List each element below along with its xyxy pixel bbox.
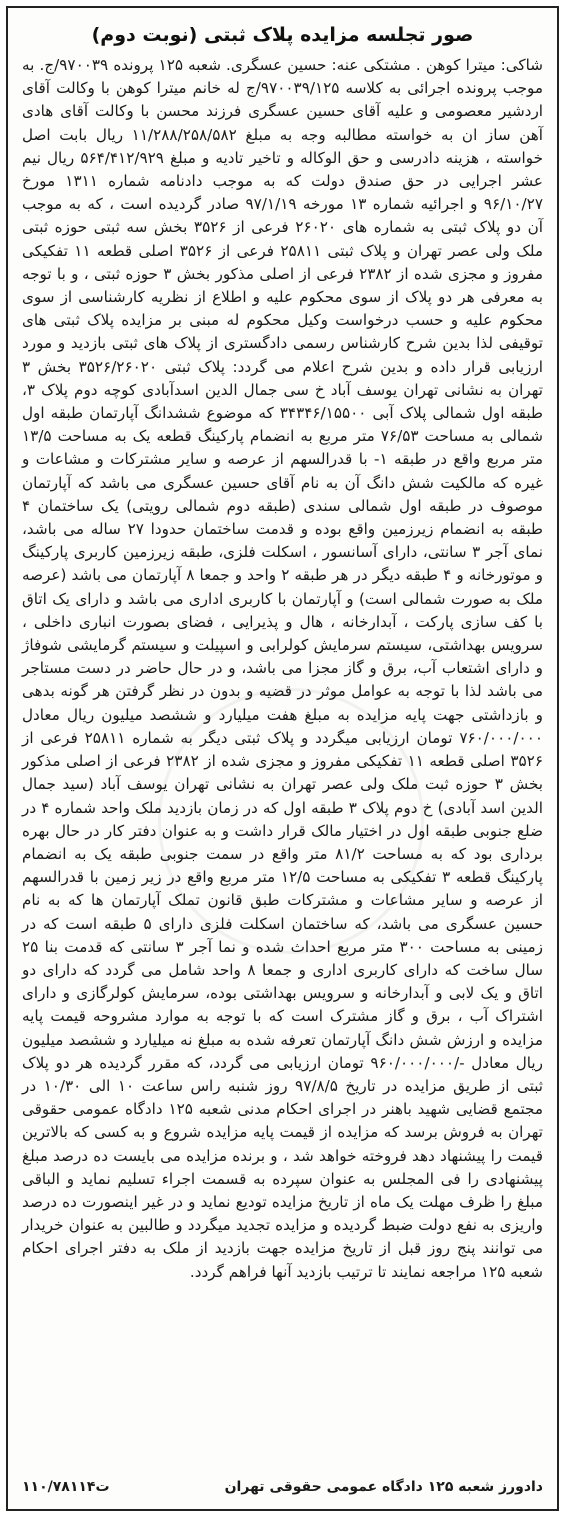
- signature-line: دادورز شعبه ۱۲۵ دادگاه عمومی حقوقی تهران: [224, 1479, 543, 1495]
- notice-page: [6, 6, 559, 1511]
- notice-body-paragraph: شاکی: میترا کوهن . مشتکی عنه: حسین عسگری. شعبه ۱۲۵ پرونده ۹۷۰۰۳۹/ج. به موجب پرونده اجرائی به کلاسه ۹۷۰۰۳۹/۱۲۵/ج له خانم میترا کوهن با وکالت آقای اردشیر معصومی و علیه آقای حسین عسگری فرزند محسن با وکالت آقای هادی آهن ساز ان به خواسته مطالبه وجه به مبلغ ۱۱/۲۸۸/۲۵۸/۵۸۲ ریال بابت اصل خواسته ، هزینه دادرسی و حق الوکاله و تاخیر تادیه و مبلغ ۵۶۴/۴۱۲/۹۲۹ ریال نیم عشر اجرایی در حق صندق دولت که به موجب دادنامه شماره ۱۳۱۱ مورخ ۹۶/۱۰/۲۷ و اجرائیه شماره ۱۳ مورخه ۹۷/۱/۱۹ صادر گردیده است ، که به موجب آن دو پلاک ثبتی به شماره های ۲۶۰۲۰ فرعی از ۳۵۲۶ بخش سه ثبتی حوزه ثبتی ملک ولی عصر تهران و پلاک ثبتی ۲۵۸۱۱ فرعی از ۳۵۲۶ اصلی قطعه ۱۱ تفکیکی مفروز و مجزی شده از ۲۳۸۲ فرعی از اصلی مذکور بخش ۳ حوزه ثبتی ، و با توجه به معرفی هر دو پلاک از سوی محکوم علیه و اطلاع از نظریه کارشناسی از سوی محکوم علیه و حسب درخواست وکیل محکوم له مبنی بر مزایده پلاک ثبتی های توقیفی لذا بدین شرح کارشناس رسمی دادگستری از پلاک های ثبتی بازدید و مورد ارزیابی قرار داده و بدین شرح اعلام می گردد: پلاک ثبتی ۳۵۲۶/۲۶۰۲۰ بخش ۳ تهران به نشانی تهران یوسف آباد خ سی جمال الدین اسدآبادی کوچه دوم پلاک ۳، طبقه اول شمالی پلاک آبی ۳۴۳۴۶/۱۵۵۰۰ که موضوع ششدانگ آپارتمان طبقه اول شمالی به مساحت ۷۶/۵۳ متر مربع به انضمام پارکینگ قطعه یک به مساحت ۱۳/۵ متر مربع واقع در طبقه ۱- با قدرالسهم از عرصه و سایر مشترکات و مشاعات و غیره که مالکیت شش دانگ آن به نام آقای حسین عسگری می باشد که آپارتمان موصوف در طبقه اول شمالی سندی (طبقه دوم شمالی رویتی) یک ساختمان ۴ طبقه به انضمام زیرزمین واقع بوده و قدمت ساختمان حدودا ۲۷ ساله می باشد، نمای آجر ۳ سانتی، دارای آسانسور ، اسکلت فلزی، طبقه زیرزمین کاربری پارکینگ و موتورخانه و ۴ طبقه دیگر در هر طبقه ۲ واحد و جمعا ۸ آپارتمان می باشد (عرصه ملک به صورت شمالی است) و آپارتمان با کاربری اداری می باشد و دارای یک اتاق با کف سازی پارکت ، آبدارخانه ، هال و پذیرایی ، فضای بصورت انباری داخلی ، سرویس بهداشتی، سیستم سرمایش کولرابی و اسپیلت و سیستم گرمایشی شوفاژ و دارای اشتعاب آب، برق و گاز مجزا می باشد، و در حال حاضر در دست مستاجر می باشد لذا با توجه به عوامل موثر در قضیه و بدون در نظر گرفتن هر گونه بدهی و بازداشتی جهت پایه مزایده به مبلغ هفت میلیارد و ششصد میلیون ریال معادل ۷۶۰/۰۰۰/۰۰۰ تومان ارزیابی میگردد و پلاک ثبتی دیگر به شماره ۲۵۸۱۱ فرعی از ۳۵۲۶ اصلی قطعه ۱۱ تفکیکی مفروز و مجزی شده از ۲۳۸۲ فرعی از اصلی مذکور بخش ۳ حوزه ثبت ملک ولی عصر تهران به نشانی تهران یوسف آباد (سید جمال الدین اسد آبادی) خ دوم پلاک ۳ طبقه اول که در زمان بازدید ملک واحد شماره ۴ در ضلع جنوبی طبقه اول در اختیار مالک قرار داشت و به عنوان دفتر کار در حال بهره برداری بود که به مساحت ۸۱/۲ متر واقع در سمت جنوبی طبقه یک به انضمام پارکینگ قطعه ۳ تفکیکی به مساحت ۱۲/۵ متر مربع واقع در زیر زمین با قدرالسهم از عرصه و سایر مشاعات و مشترکات طبق قانون تملک آپارتمان ها که به نام حسین عسگری می باشد، که ساختمان اسکلت فلزی دارای ۵ طبقه است که در زمینی به مساحت ۳۰۰ متر مربع احداث شده و نما آجر ۳ سانتی که قدمت بنا ۲۵ سال ساخت که دارای کاربری اداری و جمعا ۸ واحد شامل می گردد که دارای دو اتاق و یک لابی و آبدارخانه و سرویس بهداشتی بوده، سرمایش کولرگازی و دارای اشتراک آب ، برق و گاز مشترک است که با توجه به موارد مشروحه قیمت پایه مزایده و ارزش شش دانگ آپارتمان تعرفه شده به مبلغ نه میلیارد و ششصد میلیون ریال معادل -/۹۶۰/۰۰۰/۰۰۰ تومان ارزیابی می گردد، که مقرر گردیده هر دو پلاک ثبتی از طریق مزایده در تاریخ ۹۷/۸/۵ روز شنبه راس ساعت ۱۰ الی ۱۰/۳۰ در مجتمع قضایی شهید باهنر در اجرای احکام مدنی شعبه ۱۲۵ دادگاه عمومی حقوقی تهران به فروش برسد که مزایده از قیمت پایه مزایده شروع و به کسی که بالاترین قیمت را پیشنهاد دهد فروخته خواهد شد ، و برنده مزایده می بایست ده درصد مبلغ پیشنهادی را فی المجلس به عنوان سپرده به قسمت اجراء تسلیم نماید و الباقی مبلغ را ظرف مهلت یک ماه از تاریخ مزایده تودیع نماید و در غیر اینصورت ده درصد واریزی به نفع دولت ضبط گردیده و مزایده تجدید میگردد و طالبین به عنوان خریدار می توانند پنج روز قبل از تاریخ مزایده جهت بازدید از ملک به دفتر اجرای احکام شعبه ۱۲۵ مراجعه نمایند تا ترتیب بازدید آنها فراهم گردد.: [22, 56, 544, 1281]
- notice-title: صور تجلسه مزایده پلاک ثبتی (نوبت دوم): [91, 24, 474, 46]
- notice-code: ۱۱۰/۷۸۱۱۴ت: [22, 1479, 110, 1495]
- notice-body: [8, 54, 557, 1284]
- notice-footer: [22, 1475, 543, 1499]
